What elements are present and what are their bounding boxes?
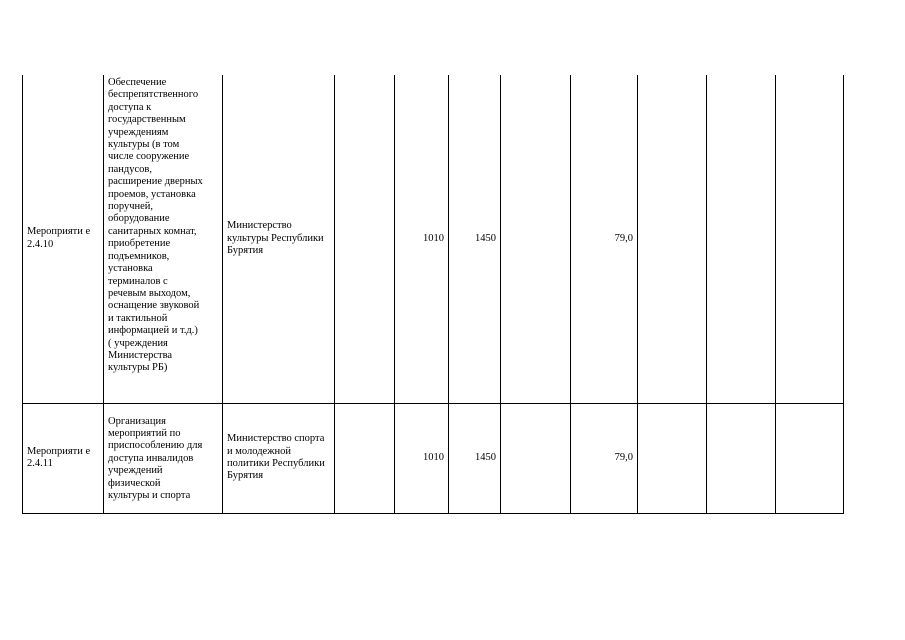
activity-code-cell (23, 403, 104, 513)
description-line: и тактильной (108, 312, 168, 324)
description-line: культуры (в том (108, 139, 180, 151)
executor-cell (223, 403, 335, 513)
value-cell (571, 75, 638, 403)
empty-cell (335, 75, 395, 403)
empty-cell (501, 403, 571, 513)
description-line: культуры РБ) (108, 362, 168, 374)
description-line: терминалов с (108, 275, 168, 287)
table-row (23, 403, 844, 513)
empty-cell (776, 75, 844, 403)
value-1010: 1010 (423, 451, 444, 463)
value-cell (571, 403, 638, 513)
description-line: доступа к (108, 101, 152, 113)
empty-cell (335, 403, 395, 513)
executor-cell (223, 75, 335, 403)
description-line: расширение дверных (108, 176, 203, 188)
activity-code: Мероприяти е 2.4.11 (27, 445, 91, 469)
value-amount: 79,0 (614, 451, 633, 463)
empty-cell (707, 75, 776, 403)
executor-name: Министерство спорта и молодежной политики Республики Бурятия (227, 433, 325, 482)
value-cell (449, 403, 501, 513)
description-line: оборудованиe (108, 213, 170, 225)
description-line: Министерства (108, 349, 173, 361)
description-line: культуры и спорта (108, 489, 191, 501)
description-line: Обеспечение (108, 77, 167, 88)
activity-description-cell (104, 403, 223, 513)
description-line: пандусов, (108, 163, 152, 175)
description-line: государственным (108, 114, 186, 126)
activity-code: Мероприяти е 2.4.10 (27, 226, 91, 250)
executor-name: Министерство культуры Республики Бурятия (227, 220, 324, 256)
description-line: санитарных комнат, (108, 225, 197, 237)
value-1010: 1010 (423, 232, 444, 244)
description-line: учреждениям (108, 126, 169, 138)
empty-cell (707, 403, 776, 513)
empty-cell (776, 403, 844, 513)
description-line: беспрепятственного (108, 89, 199, 101)
empty-cell (638, 403, 707, 513)
value-amount: 79,0 (614, 232, 633, 244)
value-cell (449, 75, 501, 403)
value-cell (395, 403, 449, 513)
description-line: подъемников, (108, 250, 170, 262)
description-line: Организация (108, 415, 166, 427)
description-line: оснащение звуковой (108, 300, 200, 312)
description-line: доступа инвалидов (108, 452, 194, 464)
empty-cell (501, 75, 571, 403)
activity-code-cell (23, 75, 104, 403)
value-1450: 1450 (475, 232, 496, 244)
description-line: приобретение (108, 238, 171, 250)
description-line: числе сооружение (108, 151, 190, 163)
empty-cell (638, 75, 707, 403)
description-line: информацией и т.д.) (108, 325, 198, 337)
description-line: физической (108, 477, 161, 489)
description-line: приспособлению для (108, 440, 203, 452)
description-line: учреждений (108, 465, 163, 477)
description-line: мероприятий по (108, 427, 181, 439)
program-activities-table (22, 75, 844, 514)
value-1450: 1450 (475, 451, 496, 463)
activity-description-cell (104, 75, 223, 403)
description-line: поручней, (108, 201, 154, 213)
description-line: ( учреждения (108, 337, 168, 349)
description-line: проемов, установка (108, 188, 196, 200)
description-line: речевым выходом, (108, 287, 191, 299)
value-cell (395, 75, 449, 403)
table-row (23, 75, 844, 403)
description-line: установка (108, 263, 153, 275)
